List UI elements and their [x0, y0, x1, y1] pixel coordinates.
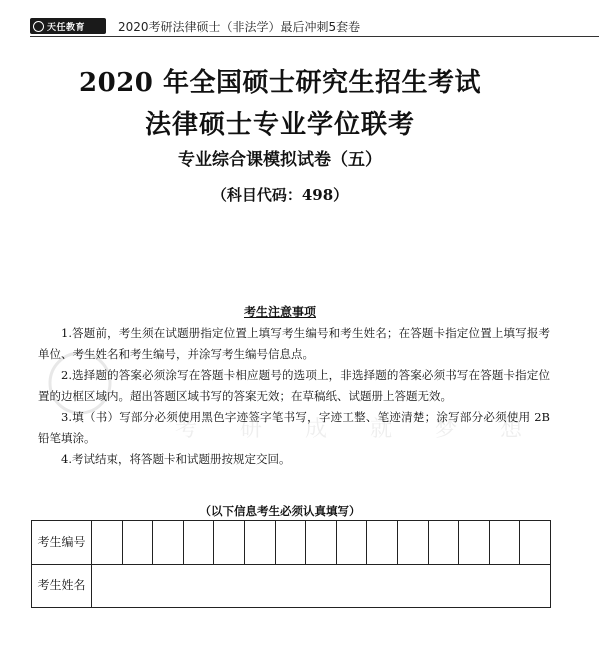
notice-body: [38, 323, 550, 470]
watermark-motto-char: 研: [240, 417, 263, 442]
candidate-number-box[interactable]: [92, 521, 123, 565]
page-header: [0, 0, 599, 40]
candidate-number-box[interactable]: [520, 521, 551, 565]
exam-title-line2: 法律硕士专业学位联考: [144, 110, 415, 140]
candidate-number-box[interactable]: [428, 521, 459, 565]
candidate-number-box[interactable]: [459, 521, 490, 565]
notice-item: 4.考试结束，将答题卡和试题册按规定交回。: [61, 452, 291, 466]
watermark-motto-char: 考: [175, 417, 198, 442]
candidate-name-field[interactable]: [92, 564, 551, 608]
watermark-motto-char: 梦: [435, 417, 458, 442]
subject-code: （科目代码：498）: [211, 186, 349, 204]
info-title: （以下信息考生必须认真填写）: [199, 504, 361, 518]
exam-subtitle: 专业综合课模拟试卷（五）: [178, 150, 382, 170]
candidate-number-box[interactable]: [489, 521, 520, 565]
brand-mark-icon: [33, 21, 44, 32]
notice-item: 1.答题前，考生须在试题册指定位置上填写考生编号和考生姓名；在答题卡指定位置上填写报考单位、考生姓名和考生编号，并涂写考生编号信息点。: [38, 326, 550, 361]
notice-title: 考生注意事项: [243, 305, 316, 319]
candidate-number-box[interactable]: [183, 521, 214, 565]
candidate-info-table: [31, 520, 551, 608]
candidate-name-row: [32, 564, 551, 608]
brand-logo: [30, 18, 106, 34]
watermark-motto-char: 就: [370, 417, 393, 442]
candidate-number-box[interactable]: [153, 521, 184, 565]
candidate-number-box[interactable]: [275, 521, 306, 565]
header-rule: [30, 36, 599, 37]
candidate-number-box[interactable]: [306, 521, 337, 565]
watermark-motto-char: 想: [500, 417, 523, 442]
watermark-motto-char: 成: [305, 417, 328, 442]
candidate-number-row: [32, 521, 551, 565]
brand-logo-text: 天任教育: [47, 22, 86, 33]
candidate-number-box[interactable]: [367, 521, 398, 565]
candidate-name-label: 考生姓名: [32, 564, 92, 608]
exam-title-line1: 2020 年全国硕士研究生招生考试: [79, 68, 481, 98]
candidate-number-box[interactable]: [214, 521, 245, 565]
candidate-number-box[interactable]: [244, 521, 275, 565]
candidate-number-box[interactable]: [397, 521, 428, 565]
candidate-number-label: 考生编号: [32, 521, 92, 565]
notice-item: 2.选择题的答案必须涂写在答题卡相应题号的选项上，非选择题的答案必须书写在答题卡指定位置的边框区域内。超出答题区域书写的答案无效；在草稿纸、试题册上答题无效。: [38, 368, 550, 403]
candidate-number-box[interactable]: [336, 521, 367, 565]
header-title: 2020考研法律硕士（非法学）最后冲刺5套卷: [118, 20, 361, 34]
candidate-number-box[interactable]: [122, 521, 153, 565]
notice-item: 3.填（书）写部分必须使用黑色字迹签字笔书写，字迹工整、笔迹清楚；涂写部分必须使用 2B 铅笔填涂。: [38, 410, 550, 445]
